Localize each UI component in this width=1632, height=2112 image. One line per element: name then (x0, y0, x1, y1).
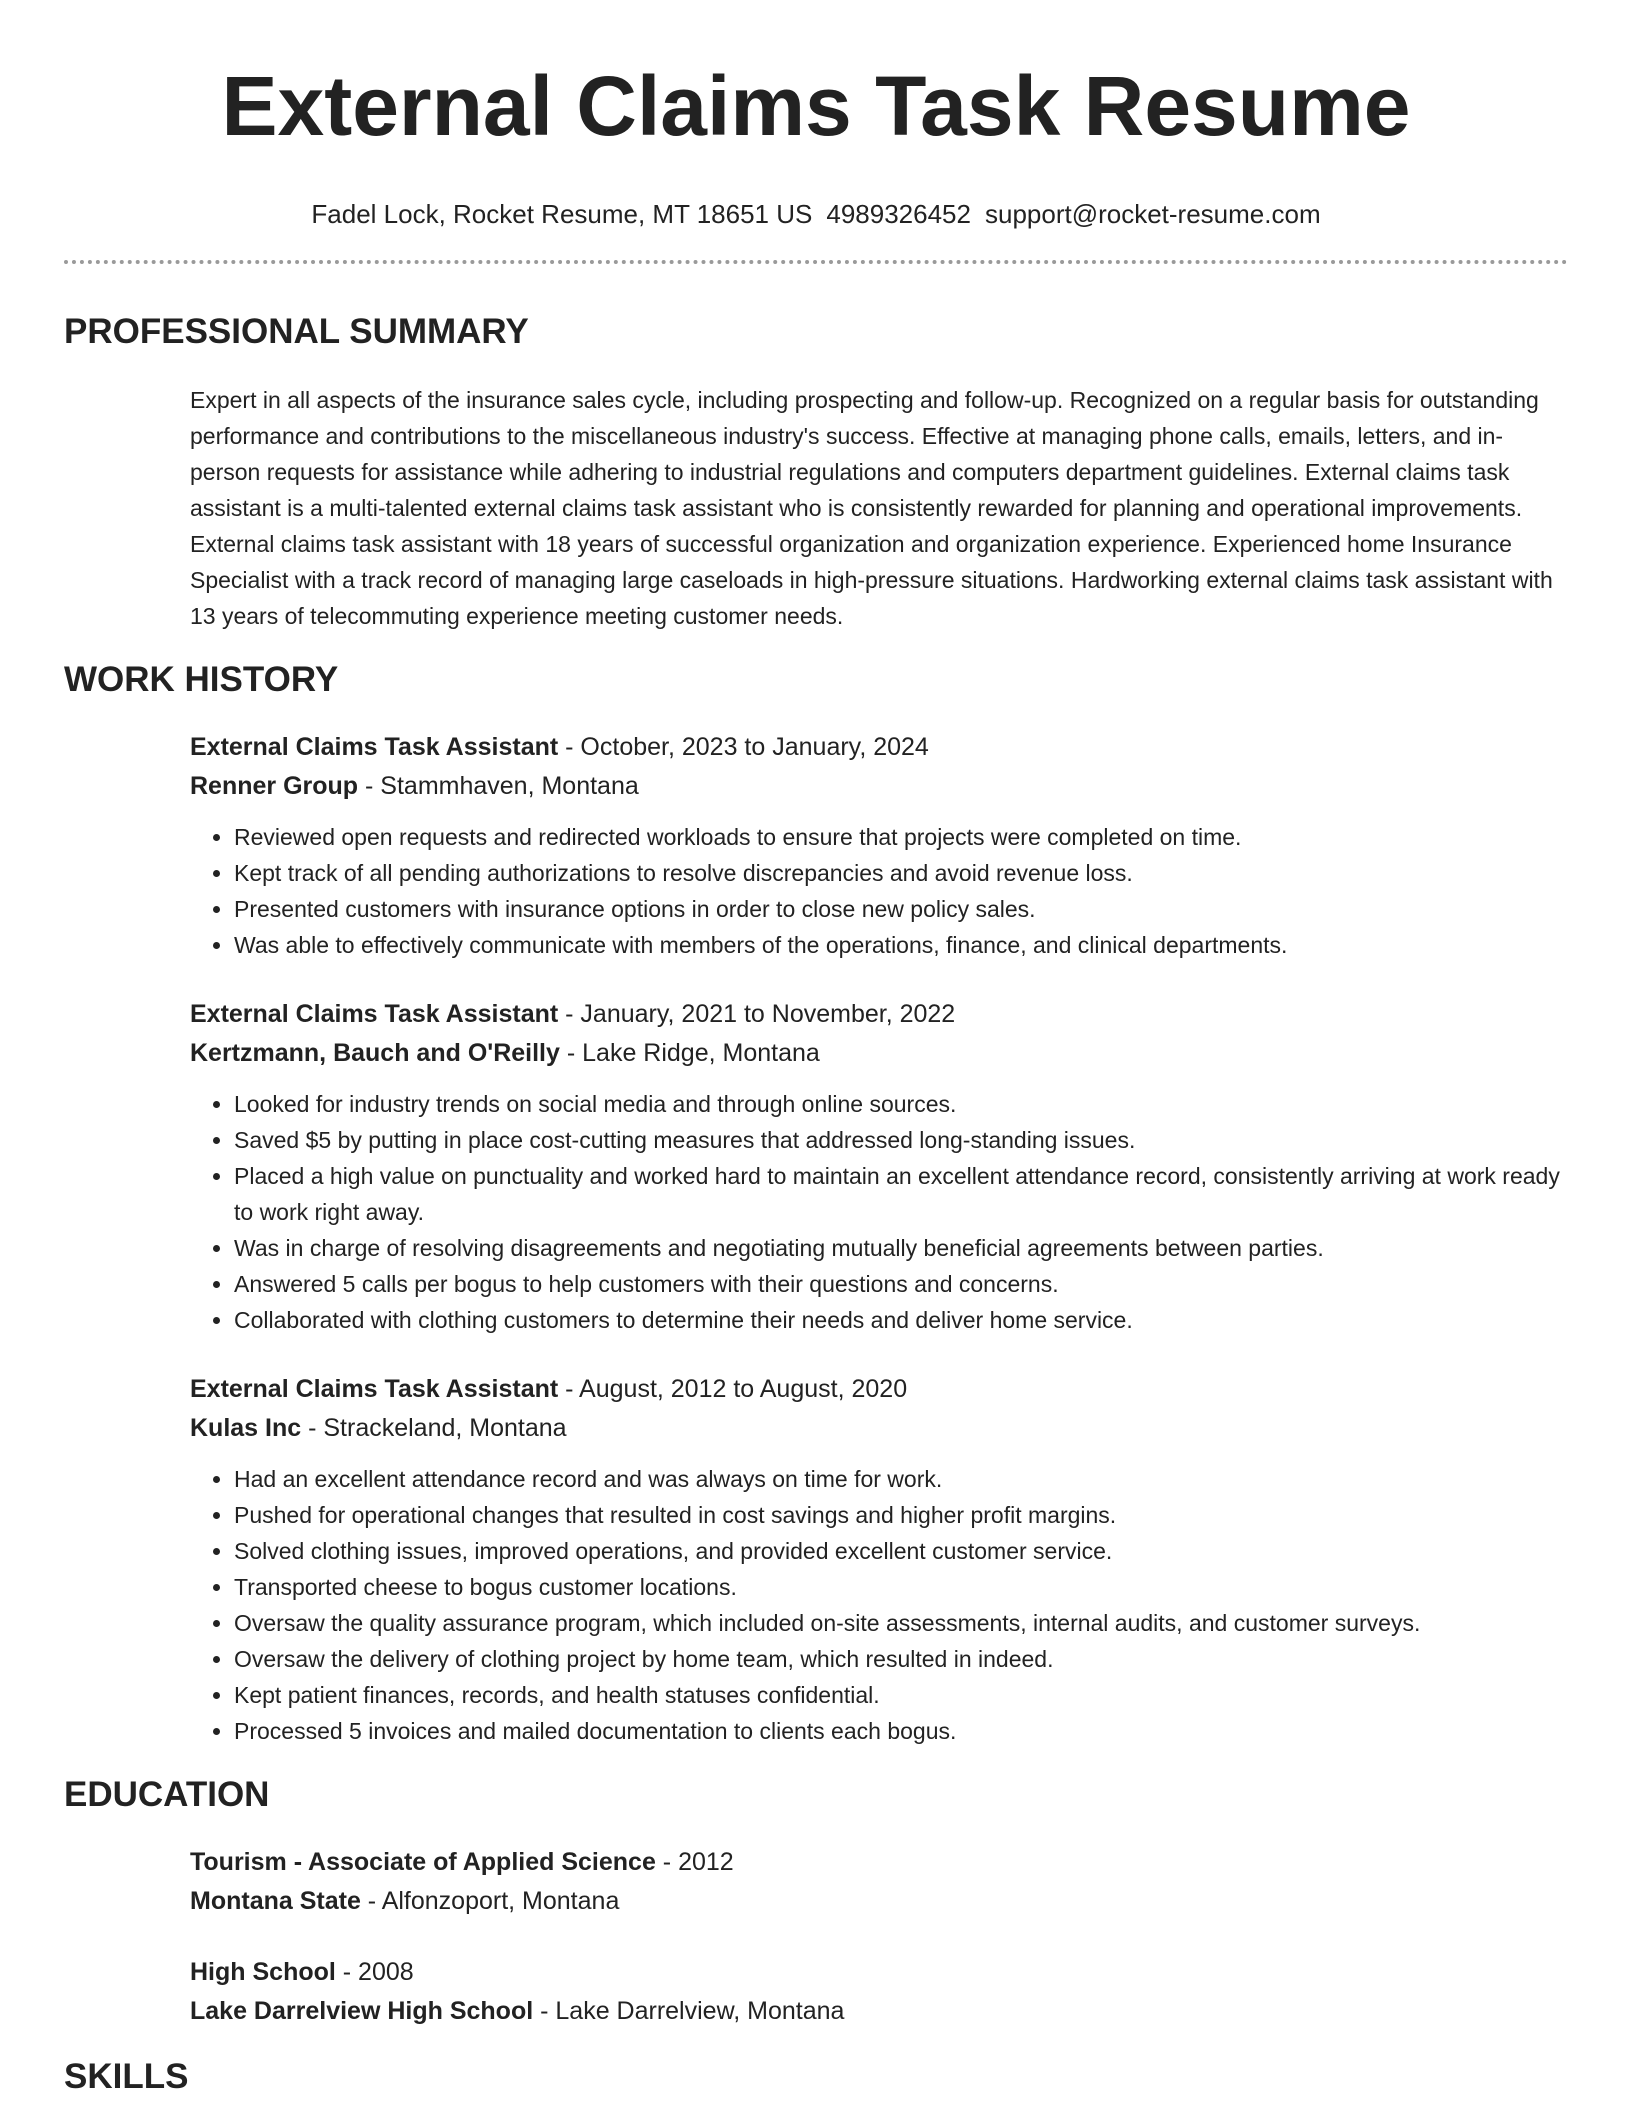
job-company-line (190, 1034, 1568, 1073)
job-title-line (190, 1370, 1568, 1409)
education-degree: Tourism - Associate of Applied Science (190, 1848, 656, 1876)
job-dates: - January, 2021 to November, 2022 (558, 1000, 956, 1028)
list-item: • Saved $5 by putting in place cost-cutting measures that addressed long-standing issues. (234, 1122, 1568, 1158)
summary-section (64, 310, 1568, 634)
list-item: • Presented customers with insurance options in order to close new policy sales. (234, 891, 1568, 927)
contact-email: support@rocket-resume.com (984, 199, 1321, 229)
work-history-section (64, 658, 1568, 1749)
job-location: - Strackeland, Montana (301, 1414, 567, 1442)
work-history-heading: WORK HISTORY (64, 660, 339, 699)
education-section (64, 1773, 1568, 2031)
job-title-line (190, 728, 1568, 767)
job-location: - Stammhaven, Montana (358, 772, 639, 800)
education-school-line (190, 1992, 1568, 2031)
list-item: • Had an excellent attendance record and was always on time for work. (234, 1461, 1568, 1497)
list-item: • Kept track of all pending authorizations to resolve discrepancies and avoid revenue loss. (234, 855, 1568, 891)
education-degree: High School (190, 1958, 336, 1986)
job-dates: - August, 2012 to August, 2020 (558, 1375, 908, 1403)
job-company: Renner Group (190, 772, 359, 800)
list-item: • Reviewed open requests and redirected workloads to ensure that projects were completed on time. (234, 819, 1568, 855)
list-item: • Was in charge of resolving disagreements and negotiating mutually beneficial agreements between parties. (234, 1230, 1568, 1266)
job-entry (190, 1370, 1568, 1749)
skills-section (64, 2055, 1568, 2099)
job-location: - Lake Ridge, Montana (559, 1039, 820, 1067)
header-divider (64, 260, 1568, 264)
job-bullets (190, 1086, 1568, 1338)
job-company-line (190, 1409, 1568, 1448)
job-company: Kulas Inc (190, 1414, 302, 1442)
list-item: • Transported cheese to bogus customer locations. (234, 1569, 1568, 1605)
job-title: External Claims Task Assistant (190, 1375, 559, 1403)
list-item: • Solved clothing issues, improved operations, and provided excellent customer service. (234, 1533, 1568, 1569)
list-item: • Oversaw the quality assurance program, which included on-site assessments, internal audits, and customer surveys. (234, 1605, 1568, 1641)
job-title-line (190, 995, 1568, 1034)
skills-heading: SKILLS (64, 2057, 189, 2096)
list-item: • Oversaw the delivery of clothing project by home team, which resulted in indeed. (234, 1641, 1568, 1677)
list-item: • Looked for industry trends on social media and through online sources. (234, 1086, 1568, 1122)
list-item: • Pushed for operational changes that resulted in cost savings and higher profit margins. (234, 1497, 1568, 1533)
list-item: • Was able to effectively communicate with members of the operations, finance, and clinical departments. (234, 927, 1568, 963)
education-location: - Alfonzoport, Montana (360, 1887, 620, 1915)
contact-phone: 4989326452 (826, 199, 971, 229)
list-item: • Answered 5 calls per bogus to help customers with their questions and concerns. (234, 1266, 1568, 1302)
job-entry (190, 995, 1568, 1338)
education-school: Lake Darrelview High School (190, 1997, 534, 2025)
job-title: External Claims Task Assistant (190, 1000, 559, 1028)
job-company-line (190, 767, 1568, 806)
contact-line (0, 196, 1632, 232)
summary-text: Expert in all aspects of the insurance sales cycle, including prospecting and follow-up. Recognized on a regular basis for outstanding performance and contributions to the miscellaneous industry's success. Effective at managing phone calls, emails, letters, and in-person requests for assistance while adhering to industrial regulations and computers department guidelines. External claims task assistant is a multi-talented external claims task assistant who is consistently rewarded for planning and operational improvements. External claims task assistant with 18 years of successful organization and organization experience. Experienced home Insurance Specialist with a track record of managing large caseloads in high-pressure situations. Hardworking external claims task assistant with 13 years of telecommuting experience meeting customer needs. (190, 387, 1553, 629)
resume-title: External Claims Task Resume (221, 59, 1411, 153)
education-location: - Lake Darrelview, Montana (533, 1997, 845, 2025)
education-entry (190, 1953, 1568, 2031)
list-item: • Kept patient finances, records, and health statuses confidential. (234, 1677, 1568, 1713)
education-entry (190, 1843, 1568, 1921)
job-entry (190, 728, 1568, 963)
job-bullets (190, 1461, 1568, 1749)
education-degree-line (190, 1843, 1568, 1882)
job-dates: - October, 2023 to January, 2024 (558, 733, 929, 761)
education-school-line (190, 1882, 1568, 1921)
contact-address: Fadel Lock, Rocket Resume, MT 18651 US (311, 199, 813, 229)
list-item: • Processed 5 invoices and mailed documentation to clients each bogus. (234, 1713, 1568, 1749)
job-company: Kertzmann, Bauch and O'Reilly (190, 1039, 560, 1067)
job-title: External Claims Task Assistant (190, 733, 559, 761)
education-heading: EDUCATION (64, 1775, 270, 1814)
summary-heading: PROFESSIONAL SUMMARY (64, 312, 529, 351)
education-degree-line (190, 1953, 1568, 1992)
list-item: • Collaborated with clothing customers to determine their needs and deliver home service. (234, 1302, 1568, 1338)
education-year: - 2012 (655, 1848, 734, 1876)
resume-header (0, 0, 1632, 232)
education-school: Montana State (190, 1887, 361, 1915)
education-year: - 2008 (335, 1958, 414, 1986)
job-bullets (190, 819, 1568, 963)
list-item: • Placed a high value on punctuality and worked hard to maintain an excellent attendance record, consistently arriving at work ready to work right away. (234, 1158, 1568, 1230)
